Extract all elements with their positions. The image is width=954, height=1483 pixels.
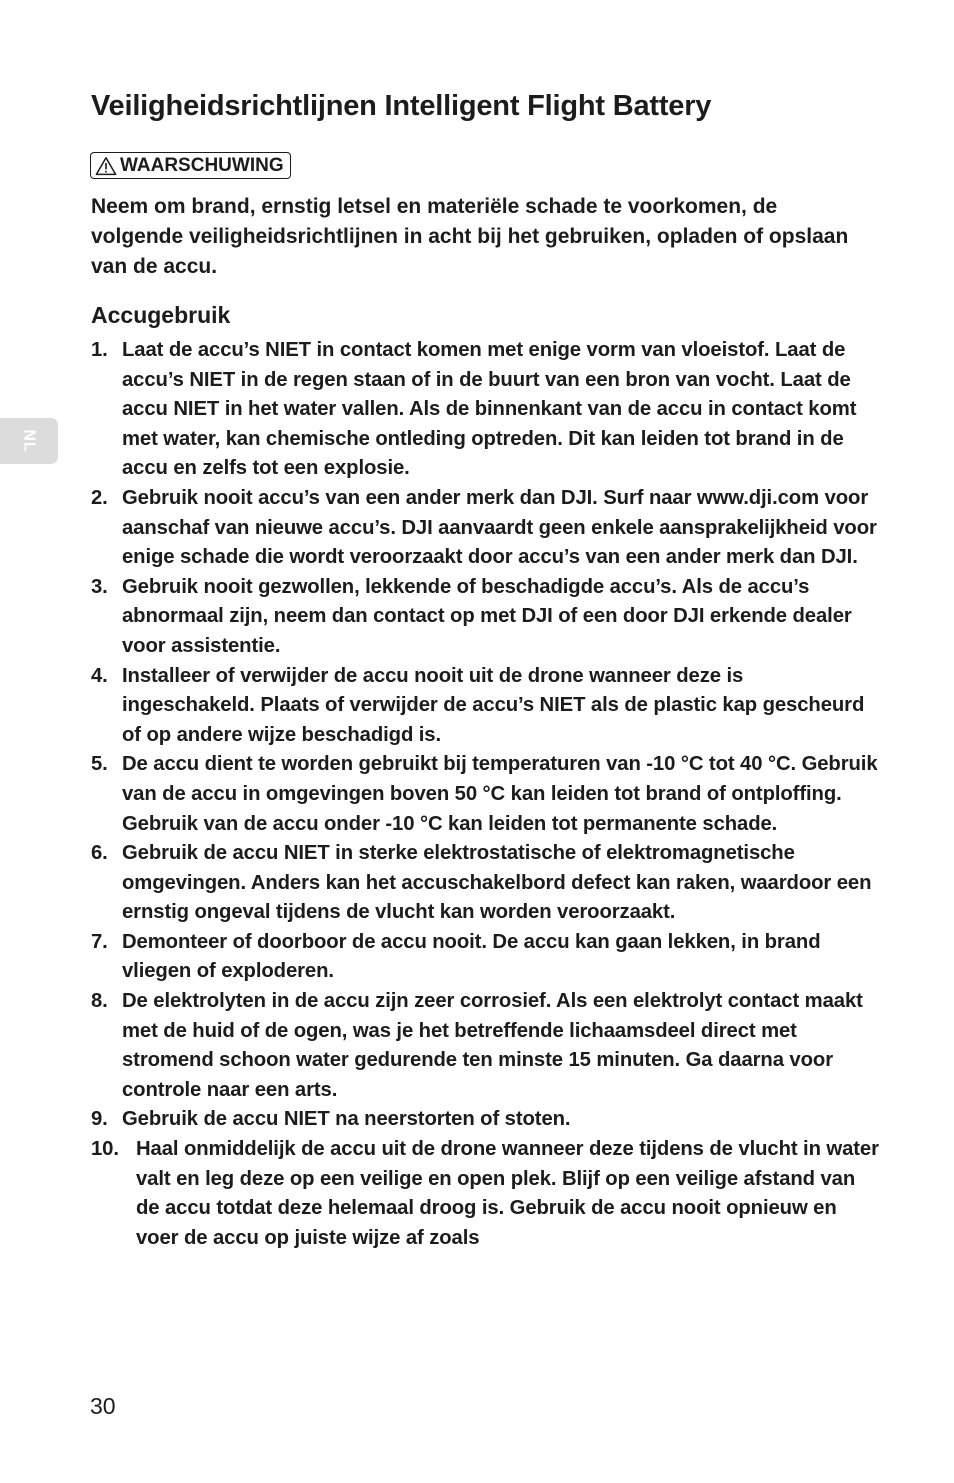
- list-item: [91, 1105, 881, 1135]
- list-item-text: De elektrolyten in de accu zijn zeer corrosief. Als een elektrolyt contact maakt met de huid of de ogen, was je het betreffende lichaamsdeel direct met stromend schoon water gedurende ten minste 15 minuten. Ga daarna voor controle naar een arts.: [122, 990, 863, 1101]
- language-side-tab: [0, 418, 58, 464]
- list-item: [91, 987, 881, 1105]
- list-item: [91, 928, 881, 987]
- list-item-number: 6.: [91, 842, 108, 865]
- list-item-text: Laat de accu’s NIET in contact komen met enige vorm van vloeistof. Laat de accu’s NIET in de regen staan of in de buurt van een bron van vocht. Laat de accu NIET in het water vallen. Als de binnenkant van de accu in contact komt met water, kan chemische ontleding optreden. Dit kan leiden tot brand in de accu en zelfs tot een explosie.: [122, 339, 857, 480]
- list-item: [91, 336, 881, 484]
- list-item-number: 9.: [91, 1108, 108, 1131]
- warning-intro-text: Neem om brand, ernstig letsel en materiële schade te voorkomen, de volgende veiligheidsrichtlijnen in acht bij het gebruiken, opladen of opslaan van de accu.: [91, 195, 849, 278]
- section-title: Accugebruik: [91, 302, 231, 328]
- list-item-text: Gebruik de accu NIET na neerstorten of stoten.: [122, 1108, 571, 1131]
- warning-label: WAARSCHUWING: [120, 154, 284, 176]
- page-number: 30: [90, 1393, 116, 1419]
- list-item: [91, 750, 881, 839]
- list-item: [91, 839, 881, 928]
- list-item: [91, 573, 881, 662]
- list-item-number: 10.: [91, 1138, 119, 1161]
- list-item: [91, 662, 881, 751]
- list-item-text: De accu dient te worden gebruikt bij temperaturen van -10 °C tot 40 °C. Gebruik van de accu in omgevingen boven 50 °C kan leiden tot brand of ontploffing. Gebruik van de accu onder -10 °C kan leiden tot permanente schade.: [122, 753, 878, 835]
- list-item-number: 8.: [91, 990, 108, 1013]
- list-item-number: 3.: [91, 575, 108, 598]
- warning-label-box: [90, 152, 291, 179]
- safety-list: [91, 336, 881, 1253]
- list-item-text: Gebruik nooit gezwollen, lekkende of beschadigde accu’s. Als de accu’s abnormaal zijn, neem dan contact op met DJI of een door DJI erkende dealer voor assistentie.: [122, 575, 852, 657]
- list-item-number: 7.: [91, 930, 108, 953]
- list-item-text: Gebruik nooit accu’s van een ander merk dan DJI. Surf naar www.dji.com voor aanschaf van nieuwe accu’s. DJI aanvaardt geen enkele aansprakelijkheid voor enige schade die wordt veroorzaakt door accu’s van een ander merk dan DJI.: [122, 486, 877, 569]
- list-item-number: 1.: [91, 339, 108, 361]
- list-item: [91, 484, 881, 573]
- list-item-text: Haal onmiddelijk de accu uit de drone wanneer deze tijdens de vlucht in water valt en leg deze op een veilige en open plek. Blijf op een veilige afstand van de accu totdat deze helemaal droog is. Gebruik de accu nooit opnieuw en voer de accu op juiste wijze af zoals: [136, 1138, 879, 1249]
- list-item-text: Gebruik de accu NIET in sterke elektrostatische of elektromagnetische omgevingen. Anders kan het accuschakelbord defect kan raken, waardoor een ernstig ongeval tijdens de vlucht kan worden veroorzaakt.: [122, 842, 872, 924]
- warning-triangle-icon: [95, 156, 117, 176]
- list-item-number: 4.: [91, 664, 108, 687]
- list-item-number: 5.: [91, 753, 108, 776]
- list-item-number: 2.: [91, 486, 108, 509]
- page-title: Veiligheidsrichtlijnen Intelligent Flight Battery: [91, 90, 712, 122]
- list-item-text: Demonteer of doorboor de accu nooit. De accu kan gaan lekken, in brand vliegen of exploderen.: [122, 930, 821, 983]
- list-item-text: Installeer of verwijder de accu nooit uit de drone wanneer deze is ingeschakeld. Plaats of verwijder de accu’s NIET als de plastic kap gescheurd of op andere wijze beschadigd is.: [122, 664, 865, 746]
- list-item: [91, 1135, 881, 1253]
- language-code: NL: [20, 429, 38, 453]
